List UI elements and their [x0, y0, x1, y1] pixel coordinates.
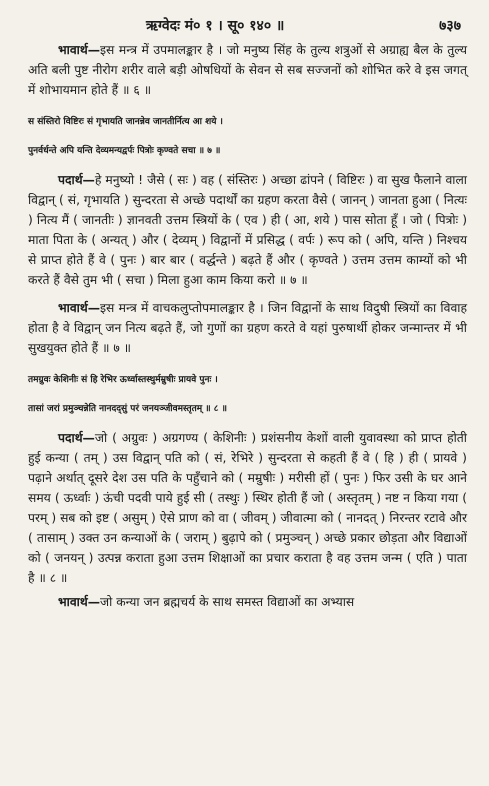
- padartha-label: पदार्थ—: [58, 173, 95, 187]
- mantra-8-line-2: तासां जरां प्रमुञ्चन्नेति नानदद्सुं परं जनयञ्जीवमस्तृतम् ॥ ८ ॥: [28, 404, 227, 414]
- bhavartha-6-paragraph: [28, 40, 467, 100]
- bhavartha-label: भावार्थ—: [58, 301, 101, 315]
- padartha-7-paragraph: [28, 170, 467, 290]
- bhavartha-label: भावार्थ—: [58, 595, 101, 609]
- mantra-7-line-2: पुनर्वर्धन्ते अपि यन्ति देव्यमन्यद्वर्पः पित्रोः कृण्वते सचा ॥ ७ ॥: [28, 146, 221, 156]
- mantra-7: [28, 108, 467, 166]
- padartha-text: जो ( अग्रुवः ) अग्रगण्य ( केशिनीः ) प्रशंसनीय केशों वाली युवावस्था को प्राप्त होती हुई कन्या ( तम् ) उस विद्वान् पति को ( सं, रेभिरे ) सुन्दरता से कहती हैं वे ( हि ) ही ( प्रायवे ) पढ़ाने अर्थात् दूसरे देश उस पति के पहुँचाने को ( मम्रुषीः ) मरीसी हों ( पुनः ) फिर उसी के घर आने समय ( ऊर्ध्वाः ) ऊंची पदवी पाये हुई सी ( तस्थुः ) स्थिर होती हैं जो ( अस्तृतम् ) नष्ट न किया गया ( परम् ) सब को इष्ट ( असुम् ) ऐसे प्राण को वा ( जीवम् ) जीवात्मा को ( नानदत् ) निरन्तर रटावे और ( तासाम् ) उक्त उन कन्याओं के ( जराम् ) बुढ़ापे को ( प्रमुञ्चन् ) अच्छे प्रकार छोड़ता और विद्याओं को ( जनयन् ) उत्पन्न कराता हुआ उत्तम शिक्षाओं का प्रचार कराता है वह उत्तम जन्म ( एति ) पाता है ॥ ८ ॥: [28, 431, 467, 585]
- mantra-8: [28, 366, 467, 424]
- padartha-text: हे मनुष्यो ! जैसे ( सः ) वह ( संस्तिरः ) अच्छा ढांपने ( विष्टिरः ) वा सुख फैलाने वाला विद्वान् ( सं, गृभायति ) सुन्दरता से अच्छे पदार्थों का ग्रहण करता वैसे ( जानन् ) जानता हुआ ( नित्यः ) नित्य मैं ( जानतीः ) ज्ञानवती उत्तम स्त्रियों के ( एव ) ही ( आ, शये ) पास सोता हूँ । जो ( पित्रोः ) माता पिता के ( अन्यत् ) और ( देव्यम् ) विद्वानों में प्रसिद्ध ( वर्पः ) रूप को ( अपि, यन्ति ) निश्चय से प्राप्त होते हैं वे ( पुनः ) बार बार ( वर्द्धन्ते ) बढ़ते हैं और ( कृण्वते ) उत्तम उत्तम काम्यों को भी करते हैं वैसे तुम भी ( सचा ) मिला हुआ काम किया करो ॥ ७ ॥: [28, 173, 467, 287]
- running-title: ऋग्वेदः मं० १ । सू० १४० ॥: [146, 18, 285, 34]
- page-header: [28, 14, 467, 40]
- padartha-8-paragraph: [28, 428, 467, 588]
- bhavartha-7-paragraph: [28, 298, 467, 358]
- bhavartha-text: इस मन्त्र में उपमालङ्कार है । जो मनुष्य सिंह के तुल्य शत्रुओं से अग्राह्य बैल के तुल्य अति बली पुष्ट नीरोग शरीर वाले बड़ी ओषधियों के सेवन से सब सज्जनों को शोभित करे वे इस जगत् में शोभायमान होते हैं ॥ ६ ॥: [28, 43, 467, 97]
- bhavartha-8-paragraph: [28, 592, 467, 612]
- bhavartha-text: इस मन्त्र में वाचकलुप्तोपमालङ्कार है । जिन विद्वानों के साथ विदुषी स्त्रियों का विवाह होता है वे विद्वान् जन नित्य बढ़ते हैं, जो गुणों का ग्रहण करते वे यहां पुरुषार्थी होकर जन्मान्तर में भी सुखयुक्त होते हैं ॥ ७ ॥: [28, 301, 467, 355]
- page-number: ७३७: [439, 18, 461, 34]
- bhavartha-text: जो कन्या जन ब्रह्मचर्य के साथ समस्त विद्याओं का अभ्यास: [100, 595, 355, 609]
- padartha-label: पदार्थ—: [58, 431, 95, 445]
- mantra-7-line-1: स संस्तिरो विष्टिरः सं गृभायति जानन्नेव जानतीर्नित्य आ शये ।: [28, 117, 223, 127]
- bhavartha-label: भावार्थ—: [58, 43, 101, 57]
- mantra-8-line-1: तमग्रुवः केशिनीः सं हि रेभिर ऊर्ध्वास्तस्थुर्मम्रुषीः प्रायवे पुनः ।: [28, 375, 218, 385]
